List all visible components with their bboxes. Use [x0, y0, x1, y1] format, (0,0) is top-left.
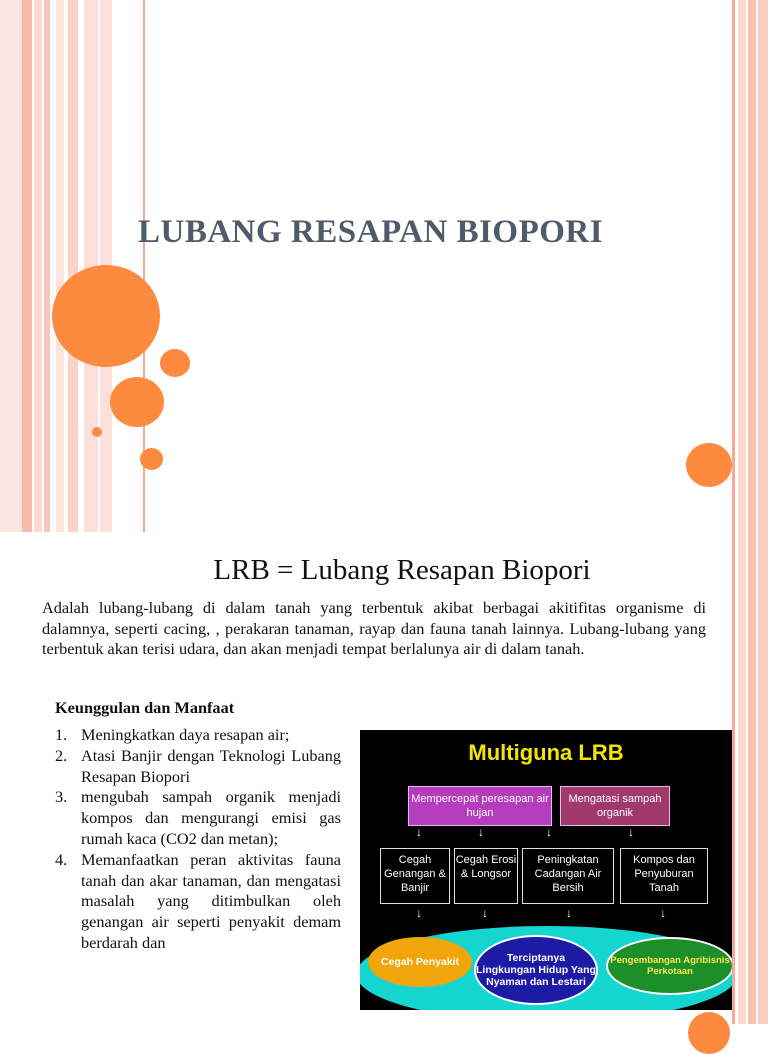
- diagram-box-genangan: Cegah Genangan & Banjir: [380, 848, 450, 904]
- slide-heading: LRB = Lubang Resapan Biopori: [213, 554, 591, 586]
- diagram-box-erosi: Cegah Erosi & Longsor: [454, 848, 518, 904]
- multiguna-diagram: [360, 730, 732, 1010]
- decorative-circle-medium: [110, 377, 164, 427]
- decorative-stripes-left: [0, 0, 148, 532]
- arrow-icon: ↓: [416, 825, 422, 839]
- oval-agribisnis: Pengembangan Agribisnis Perkotaan: [606, 937, 732, 995]
- diagram-box-sampah: Mengatasi sampah organik: [560, 786, 670, 826]
- diagram-box-peresapan: Mempercepat peresapan air hujan: [408, 786, 552, 826]
- oval-cegah-penyakit: Cegah Penyakit: [368, 937, 472, 987]
- list-item: 3. mengubah sampah organik menjadi kompos dan mengurangi emisi gas rumah kaca (CO2 dan metan);: [55, 787, 341, 848]
- decorative-circle-small-2: [140, 448, 163, 470]
- list-item: 1. Meningkatkan daya resapan air;: [55, 725, 290, 744]
- diagram-box-cadangan-air: Peningkatan Cadangan Air Bersih: [522, 848, 614, 904]
- benefits-heading: Keunggulan dan Manfaat: [55, 698, 235, 717]
- decorative-circle-small: [160, 349, 190, 377]
- slide-2: [0, 532, 768, 1024]
- decorative-stripes-right: [732, 0, 768, 532]
- arrow-icon: ↓: [478, 825, 484, 839]
- benefits-list: [55, 725, 341, 954]
- slide-title: LUBANG RESAPAN BIOPORI: [138, 214, 604, 250]
- arrow-icon: ↓: [660, 906, 666, 920]
- arrow-icon: ↓: [566, 906, 572, 920]
- arrow-icon: ↓: [546, 825, 552, 839]
- decorative-circle-tiny: [92, 427, 102, 437]
- oval-lingkungan-hidup: Terciptanya Lingkungan Hidup Yang Nyaman dan Lestari: [474, 935, 598, 1005]
- arrow-icon: ↓: [416, 906, 422, 920]
- definition-paragraph: Adalah lubang-lubang di dalam tanah yang terbentuk akibat berbagai akitifitas organisme di dalamnya, seperti cacing, , perakaran tanaman, rayap dan fauna tanah lainnya. Lubang-lubang yang terbentuk akan terisi udara, dan akan menjadi tempat berlalunya air di dalam tanah.: [42, 598, 706, 658]
- diagram-box-kompos: Kompos dan Penyuburan Tanah: [620, 848, 708, 904]
- decorative-circle-right: [686, 443, 732, 487]
- list-item: 4. Memanfaatkan peran aktivitas fauna tanah dan akar tanaman, dan mengatasi masalah yang ditimbulkan oleh genangan air seperti penyakit demam berdarah dan: [55, 849, 341, 952]
- decorative-circle-large: [52, 265, 160, 367]
- diagram-title: Multiguna LRB: [468, 740, 624, 765]
- arrow-icon: ↓: [482, 906, 488, 920]
- decorative-circle-corner: [688, 1012, 730, 1054]
- decorative-stripes-right-2: [732, 532, 768, 1024]
- list-item: 2. Atasi Banjir dengan Teknologi Lubang Resapan Biopori: [55, 745, 341, 786]
- arrow-icon: ↓: [628, 825, 634, 839]
